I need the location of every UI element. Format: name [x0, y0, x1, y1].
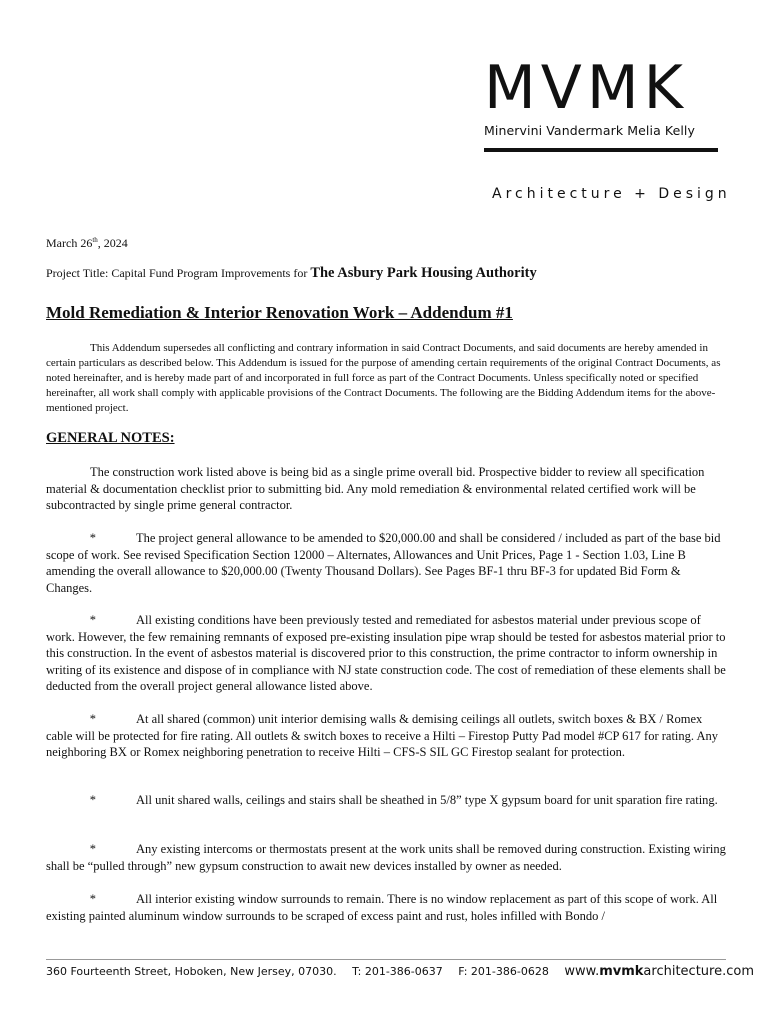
- intro-paragraph: This Addendum supersedes all conflicting and contrary information in said Contract Documents, and said documents are hereby amended in certain particulars as described below. This Addendum is issued for the purpose of amending certain requirements of the original Contract Documents, as noted hereinafter, and is hereby made part of and incorporated in full force as part of the Contract Documents. Unless specifically noted or specified hereinafter, all work shall comply with applicable provisions of the Contract Documents. The following are the Bidding Addendum items for the above-mentioned project.: [46, 342, 721, 414]
- footer-fax: F: 201-386-0628: [458, 965, 549, 978]
- page-footer: [46, 964, 754, 979]
- note-paragraph: [46, 891, 726, 924]
- note-text: All interior existing window surrounds to remain. There is no window replacement as part of this scope of work. All existing painted aluminum window surrounds to be scraped of excess paint and rust, holes infilled with Bondo /: [46, 892, 718, 923]
- lead-paragraph: The construction work listed above is being bid as a single prime overall bid. Prospective bidder to review all specification material & documentation checklist prior to submitting bid. Any mold remediation & environmental related certified work will be subcontracted by single prime general contractor.: [46, 465, 705, 512]
- project-title: [46, 265, 537, 282]
- note-text: Any existing intercoms or thermostats present at the work units shall be removed during construction. Existing wiring shall be “pulled through” new gypsum construction to await new devices installed by owner as needed.: [46, 842, 726, 873]
- company-logo: [484, 53, 718, 152]
- general-notes-heading: GENERAL NOTES:: [46, 430, 175, 446]
- logo-tagline: Architecture + Design: [492, 186, 731, 202]
- project-label: Project Title: Capital Fund Program Improvements for: [46, 266, 311, 280]
- note-paragraph: [46, 612, 726, 695]
- document-title: Mold Remediation & Interior Renovation Work – Addendum #1: [46, 303, 513, 322]
- footer-rule: [46, 959, 726, 960]
- note-text: The project general allowance to be amended to $20,000.00 and shall be considered / included as part of the base bid scope of work. See revised Specification Section 12000 – Alternates, Allowances and Unit Prices, Page 1 - Section 1.03, Line B amending the overall allowance to $20,000.00 (Twenty Thousand Dollars). See Pages BF-1 thru BF-3 for updated Bid Form & Changes.: [46, 531, 721, 595]
- project-org: The Asbury Park Housing Authority: [310, 265, 537, 281]
- logo-subtitle: Minervini Vandermark Melia Kelly: [484, 123, 696, 138]
- note-text: At all shared (common) unit interior demising walls & demising ceilings all outlets, switch boxes & BX / Romex cable will be protected for fire rating. All outlets & switch boxes to receive a Hilti – Firestop Putty Pad model #CP 617 for rating. Any neighboring BX or Romex neighboring penetration to receive Hilti – CFS-S SIL GC Firestop sealant for protection.: [46, 712, 718, 759]
- note-paragraph: [46, 792, 726, 809]
- bullet-marker: *: [89, 793, 96, 807]
- bullet-marker: *: [89, 892, 96, 906]
- letter-date: March 26th, 2024: [46, 236, 128, 250]
- note-paragraph: [46, 711, 726, 761]
- note-text: All unit shared walls, ceilings and stairs shall be sheathed in 5/8” type X gypsum board for unit sparation fire rating.: [136, 793, 718, 807]
- footer-website-link[interactable]: www.mvmkarchitecture.com: [564, 964, 754, 979]
- logo-mark: MVMK: [484, 53, 688, 123]
- note-paragraph: [46, 530, 726, 596]
- bullet-marker: *: [89, 712, 96, 726]
- footer-phone: T: 201-386-0637: [352, 965, 443, 978]
- note-paragraph: [46, 841, 726, 874]
- bullet-marker: *: [89, 613, 96, 627]
- bullet-marker: *: [89, 531, 96, 545]
- logo-rule: [484, 148, 718, 152]
- bullet-marker: *: [89, 842, 96, 856]
- footer-address: 360 Fourteenth Street, Hoboken, New Jersey, 07030.: [46, 965, 337, 978]
- note-text: All existing conditions have been previously tested and remediated for asbestos material under previous scope of work. However, the few remaining remnants of exposed pre-existing insulation pipe wrap should be tested for asbestos material prior to this construction. In the event of asbestos material is discovered prior to this construction, the prime contractor to inform ownership in writing of its existence and dispose of in compliance with NJ state construction code. The cost of remediation of these elements shall be deducted from the overall project general allowance listed above.: [46, 613, 726, 693]
